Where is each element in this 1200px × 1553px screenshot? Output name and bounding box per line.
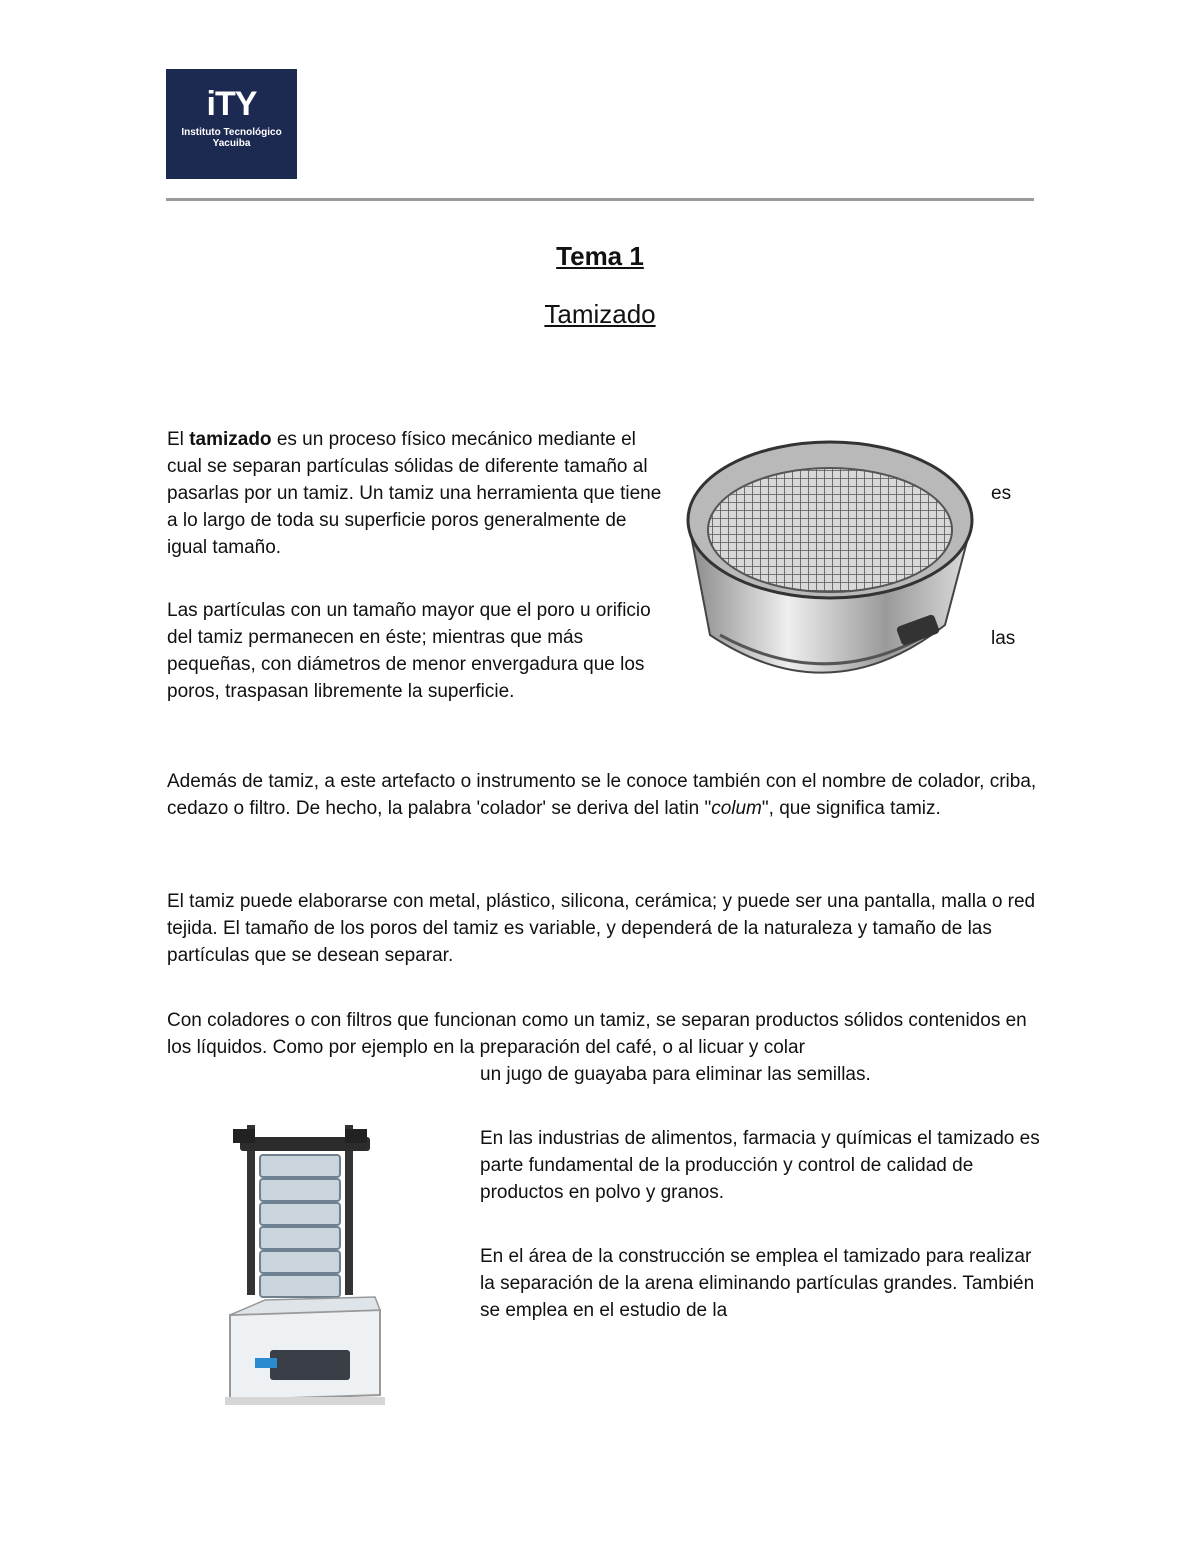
p2-text-a: Las partículas con un tamaño mayor que el poro u orificio del tamiz permanecen en éste; mientras que: [167, 600, 651, 648]
logo-brand: iTY: [206, 85, 257, 123]
sieve-shaker-image: [225, 1115, 385, 1415]
p1-side-word: es: [991, 483, 1012, 504]
p1-bold-term: tamizado: [189, 429, 272, 450]
sieve-image: [680, 430, 980, 700]
p1-text-b: es un proceso físico mecánico mediante el cual se separan partículas sólidas de diferente tamaño al pasarlas por un tamiz. Un tamiz: [167, 429, 648, 504]
p3-text-b: ", que significa tamiz.: [761, 798, 941, 819]
paragraph-definition: [167, 426, 667, 561]
logo-line-2: Yacuiba: [212, 138, 251, 149]
p1-text-c: una herramienta que tiene a lo largo de toda su superficie poros generalmente de igual tamaño.: [167, 483, 662, 558]
paragraph-liquids-continued: un jugo de guayaba para eliminar las semillas.: [480, 1064, 871, 1085]
paragraph-liquids: Con coladores o con filtros que funcionan como un tamiz, se separan productos sólidos contenidos en los líquidos. Como por ejemplo en la preparación del café, o al licuar y colar: [167, 1010, 1027, 1058]
paragraph-synonyms: [167, 768, 1037, 822]
p3-italic-term: colum: [711, 798, 762, 819]
paragraph-particles: [167, 597, 667, 705]
p1-text-a: El: [167, 429, 190, 450]
institute-logo: [166, 69, 297, 179]
p3-text-a: Además de tamiz, a este artefacto o instrumento se le conoce también con el nombre de colador, criba, cedazo o filtro. De hecho, la palabra 'colador' se deriva del latin ": [167, 771, 1037, 819]
p2-text-b: más pequeñas, con diámetros de menor envergadura que los poros, traspasan libremente la superficie.: [167, 627, 645, 702]
logo-line-1: Instituto Tecnológico: [181, 127, 282, 138]
p2-side-word: las: [991, 628, 1016, 649]
header-divider: [166, 198, 1034, 201]
page-title: Tema 1: [556, 241, 644, 271]
page-subtitle: Tamizado: [544, 299, 656, 329]
paragraph-materials: El tamiz puede elaborarse con metal, plástico, silicona, cerámica; y puede ser una pantalla, malla o red tejida. El tamaño de los poros del tamiz es variable, y dependerá de la naturaleza y tamaño de las partículas que se desean separar.: [167, 891, 1036, 966]
paragraph-construction: En el área de la construcción se emplea el tamizado para realizar la separación de la arena eliminando partículas grandes. También se emplea en el estudio de la: [480, 1246, 1035, 1321]
paragraph-industries: En las industrias de alimentos, farmacia y químicas el tamizado es parte fundamental de la producción y control de calidad de productos en polvo y granos.: [480, 1128, 1040, 1203]
